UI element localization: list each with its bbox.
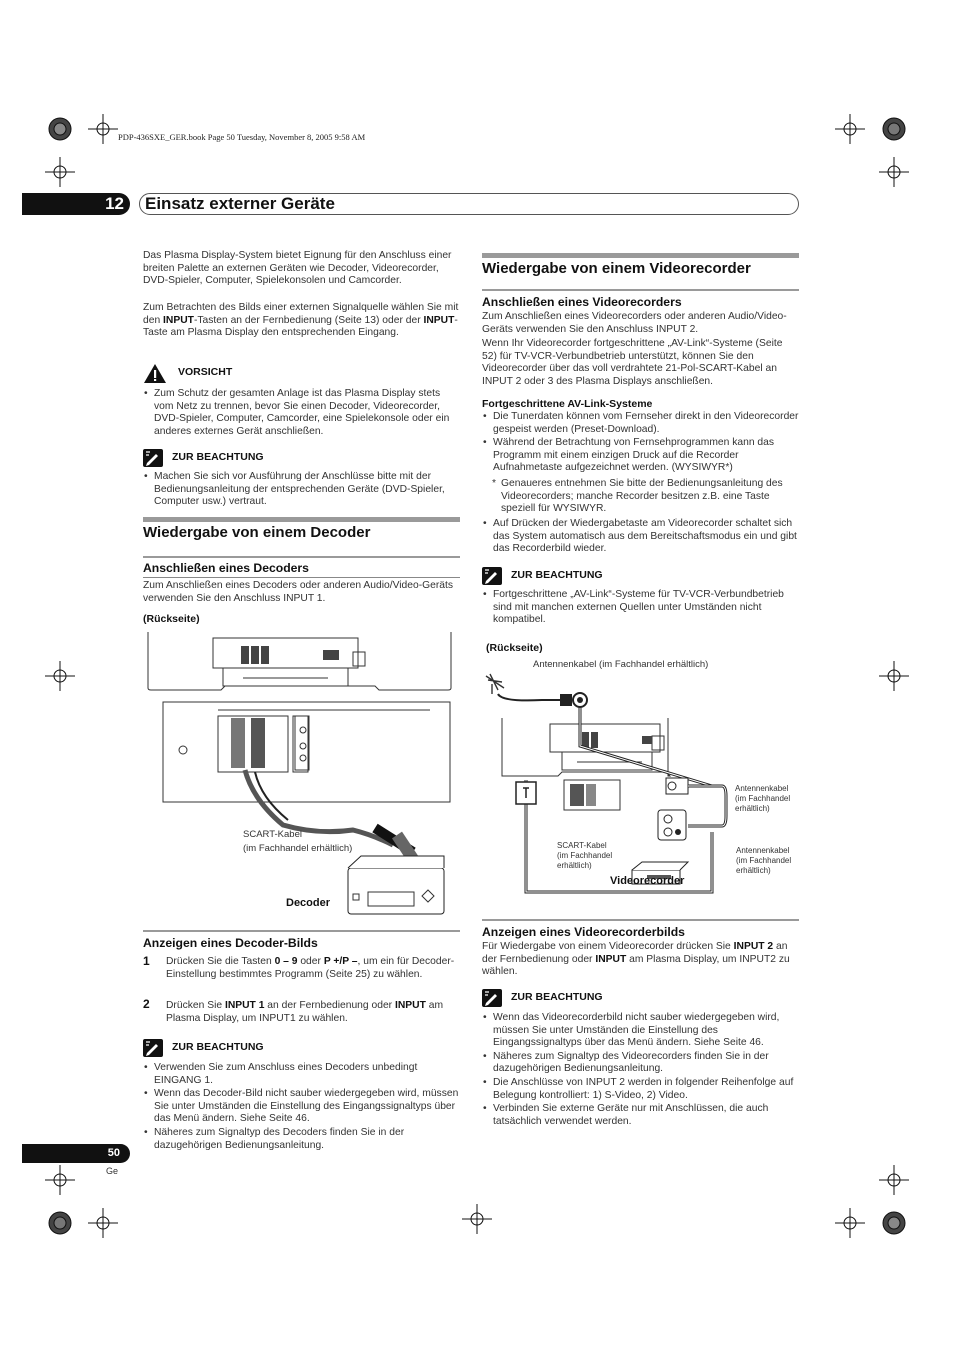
- list-item: • Zum Schutz der gesamten Anlage ist das Plasma Display stets vom Netz zu trennen, bevor Sie einen Decoder, Videorecorder, DVD-Spieler, Computer, Camcorder, eine Spielekonsole oder ein anderes externes Gerät anschließen.: [143, 388, 461, 438]
- subheading-view-vcr: Anzeigen eines Videorecorderbilds: [482, 925, 685, 939]
- list-item: • Verwenden Sie zum Anschluss eines Decoders unbedingt EINGANG 1.: [143, 1062, 461, 1087]
- connect-vcr-text-1: Zum Anschließen eines Videorecorders oder anderen Audio/Video-Geräts verwenden Sie den Anschluss INPUT 2.: [482, 311, 787, 335]
- antenna-cable-label-right-2: Antennenkabel (im Fachhandel erhältlich): [736, 846, 792, 875]
- section-bar: [482, 253, 799, 258]
- section-rule: [482, 919, 799, 921]
- section-rule: [143, 930, 460, 932]
- asterisk: *: [492, 478, 497, 489]
- section-rule: [482, 289, 799, 291]
- list-item: • Näheres zum Signaltyp des Videorecorders finden Sie in der dazugehörigen Bedienungsanleitung.: [482, 1051, 800, 1076]
- subheading-connect-vcr: Anschließen eines Videorecorders: [482, 295, 682, 309]
- note-icon: [482, 989, 502, 1007]
- note-heading: ZUR BEACHTUNG: [172, 1041, 264, 1053]
- step-2-text: Drücken Sie INPUT 1 an der Fernbedienung oder INPUT am Plasma Display, um INPUT1 zu wählen.: [166, 1000, 444, 1024]
- list-item: • Verbinden Sie externe Geräte nur mit Anschlüssen, die auch tatsächlich verwendet werden.: [482, 1103, 800, 1128]
- page-number: 50: [22, 1144, 130, 1163]
- list-item: • Wenn das Decoder-Bild nicht sauber wiedergegeben wird, müssen Sie unter Umständen die Einstellung des Eingangssignaltyps über das Menü ändern. Siehe Seite 46.: [143, 1088, 461, 1126]
- connect-vcr-text-2: Wenn Ihr Videorecorder fortgeschrittene „AV-Link“-Systeme (Seite 52) für TV-VCR-Verbundbetrieb unterstützt, können Sie den Videorecorder über das voll verdrahtete 21-Pol-SCART-Kabel an INPUT 2 oder 3 des Plasma Displays anschließen.: [482, 338, 783, 387]
- rear-label: (Rückseite): [143, 613, 200, 625]
- antenna-cable-label-top: Antennenkabel (im Fachhandel erhältlich): [533, 659, 709, 670]
- note-icon: [143, 449, 163, 467]
- step-number: 1: [143, 954, 150, 968]
- videorecorder-label: Videorecorder: [610, 875, 685, 887]
- av-link-footnote: * Genaueres entnehmen Sie bitte der Bedienungsanleitung des Videorecorders; manche Recorder besitzen z.B. eine Taste speziell für WYSIWYR.: [492, 478, 783, 515]
- note-heading: ZUR BEACHTUNG: [172, 451, 264, 463]
- chapter-number: 12: [22, 193, 130, 215]
- step-1-text: Drücken Sie die Tasten 0 – 9 oder P +/P –, um ein für Decoder-Einstellung bestimmtes Programm (Seite 25) zu wählen.: [166, 956, 455, 980]
- rear-label: (Rückseite): [486, 642, 543, 654]
- step-number: 2: [143, 997, 150, 1011]
- caution-heading: VORSICHT: [178, 366, 233, 378]
- decoder-label: Decoder: [286, 897, 331, 909]
- intro-paragraph-2: Zum Betrachten des Bilds einer externen Signalquelle wählen Sie mit den INPUT-Tasten an der Fernbedienung (Seite 13) oder der INPUT-Taste am Plasma Display den entsprechenden Eingang.: [143, 302, 459, 339]
- section-title-decoder: Wiedergabe von einem Decoder: [143, 524, 371, 541]
- note-icon: [143, 1039, 163, 1057]
- list-item: • Machen Sie sich vor Ausführung der Anschlüsse bitte mit der Bedienungsanleitung der entsprechenden Geräte (DVD-Spieler, Computer usw.) vertraut.: [143, 471, 461, 509]
- subheading-view-decoder: Anzeigen eines Decoder-Bilds: [143, 936, 318, 950]
- note-heading: ZUR BEACHTUNG: [511, 991, 603, 1003]
- list-item: • Auf Drücken der Wiedergabetaste am Videorecorder schaltet sich das System automatisch aus dem Bereitschaftsmodus ein und gibt das Recorderbild wieder.: [482, 518, 800, 556]
- section-bar: [143, 517, 460, 522]
- section-title-videorecorder: Wiedergabe von einem Videorecorder: [482, 260, 751, 277]
- note-list: [482, 589, 800, 628]
- subheading-connect-decoder: Anschließen eines Decoders: [143, 561, 309, 575]
- note-list: [482, 1012, 800, 1129]
- scart-cable-label-2: (im Fachhandel erhältlich): [243, 843, 353, 854]
- list-item: • Die Tunerdaten können vom Fernseher direkt in den Videorecorder gespeist werden (Preset-Download).: [482, 411, 800, 436]
- note-icon: [482, 567, 502, 585]
- view-vcr-text: Für Wiedergabe von einem Videorecorder drücken Sie INPUT 2 an der Fernbedienung oder INPUT am Plasma Display, um INPUT2 zu wählen.: [482, 941, 790, 978]
- file-info-line: PDP-436SXE_GER.book Page 50 Tuesday, November 8, 2005 9:58 AM: [118, 132, 366, 142]
- antenna-cable-label-right-1: Antennenkabel (im Fachhandel erhältlich): [735, 784, 791, 813]
- section-rule: [143, 556, 460, 558]
- note-list: [143, 1062, 461, 1153]
- av-link-heading: Fortgeschrittene AV-Link-Systeme: [482, 398, 653, 410]
- language-code: Ge: [106, 1166, 119, 1176]
- caution-list: [143, 388, 461, 439]
- scart-cable-label: SCART-Kabel (im Fachhandel erhältlich): [557, 841, 613, 870]
- scart-cable-label: SCART-Kabel: [243, 829, 302, 840]
- intro-paragraph-1: Das Plasma Display-System bietet Eignung für den Anschluss einer breiten Palette an externen Geräten wie Decoder, Videorecorder, DVD-Spieler, Computer, Spielekonsolen und Camcorder.: [143, 250, 452, 287]
- chapter-title: Einsatz externer Geräte: [139, 193, 799, 215]
- note-list: [143, 471, 461, 510]
- av-link-list: [482, 411, 800, 476]
- list-item: • Während der Betrachtung von Fernsehprogrammen kann das Programm mit einem einzigen Druck auf die Recorder Aufnahmetaste aufgezeichnet werden. (WYSIWYR*): [482, 437, 800, 475]
- list-item: • Die Anschlüsse von INPUT 2 werden in folgender Reihenfolge auf Belegung kontrolliert: 1) S-Video, 2) Video.: [482, 1077, 800, 1102]
- connect-decoder-text: Zum Anschließen eines Decoders oder anderen Audio/Video-Geräts verwenden Sie den Anschluss INPUT 1.: [143, 580, 454, 604]
- warning-icon: [143, 363, 167, 384]
- decoder-connection-diagram: [143, 630, 463, 920]
- subheading-rule: [143, 577, 460, 578]
- av-link-list-2: [482, 518, 800, 557]
- list-item: • Näheres zum Signaltyp des Decoders finden Sie in der dazugehörigen Bedienungsanleitung.: [143, 1127, 461, 1152]
- note-heading: ZUR BEACHTUNG: [511, 569, 603, 581]
- list-item: • Fortgeschrittene „AV-Link“-Systeme für TV-VCR-Verbundbetrieb sind mit manchen externen Quellen unter Umständen nicht kompatibel.: [482, 589, 800, 627]
- list-item: • Wenn das Videorecorderbild nicht sauber wiedergegeben wird, müssen Sie unter Umständen die Einstellung des Eingangssignaltyps über das Menü ändern. Siehe Seite 46.: [482, 1012, 800, 1050]
